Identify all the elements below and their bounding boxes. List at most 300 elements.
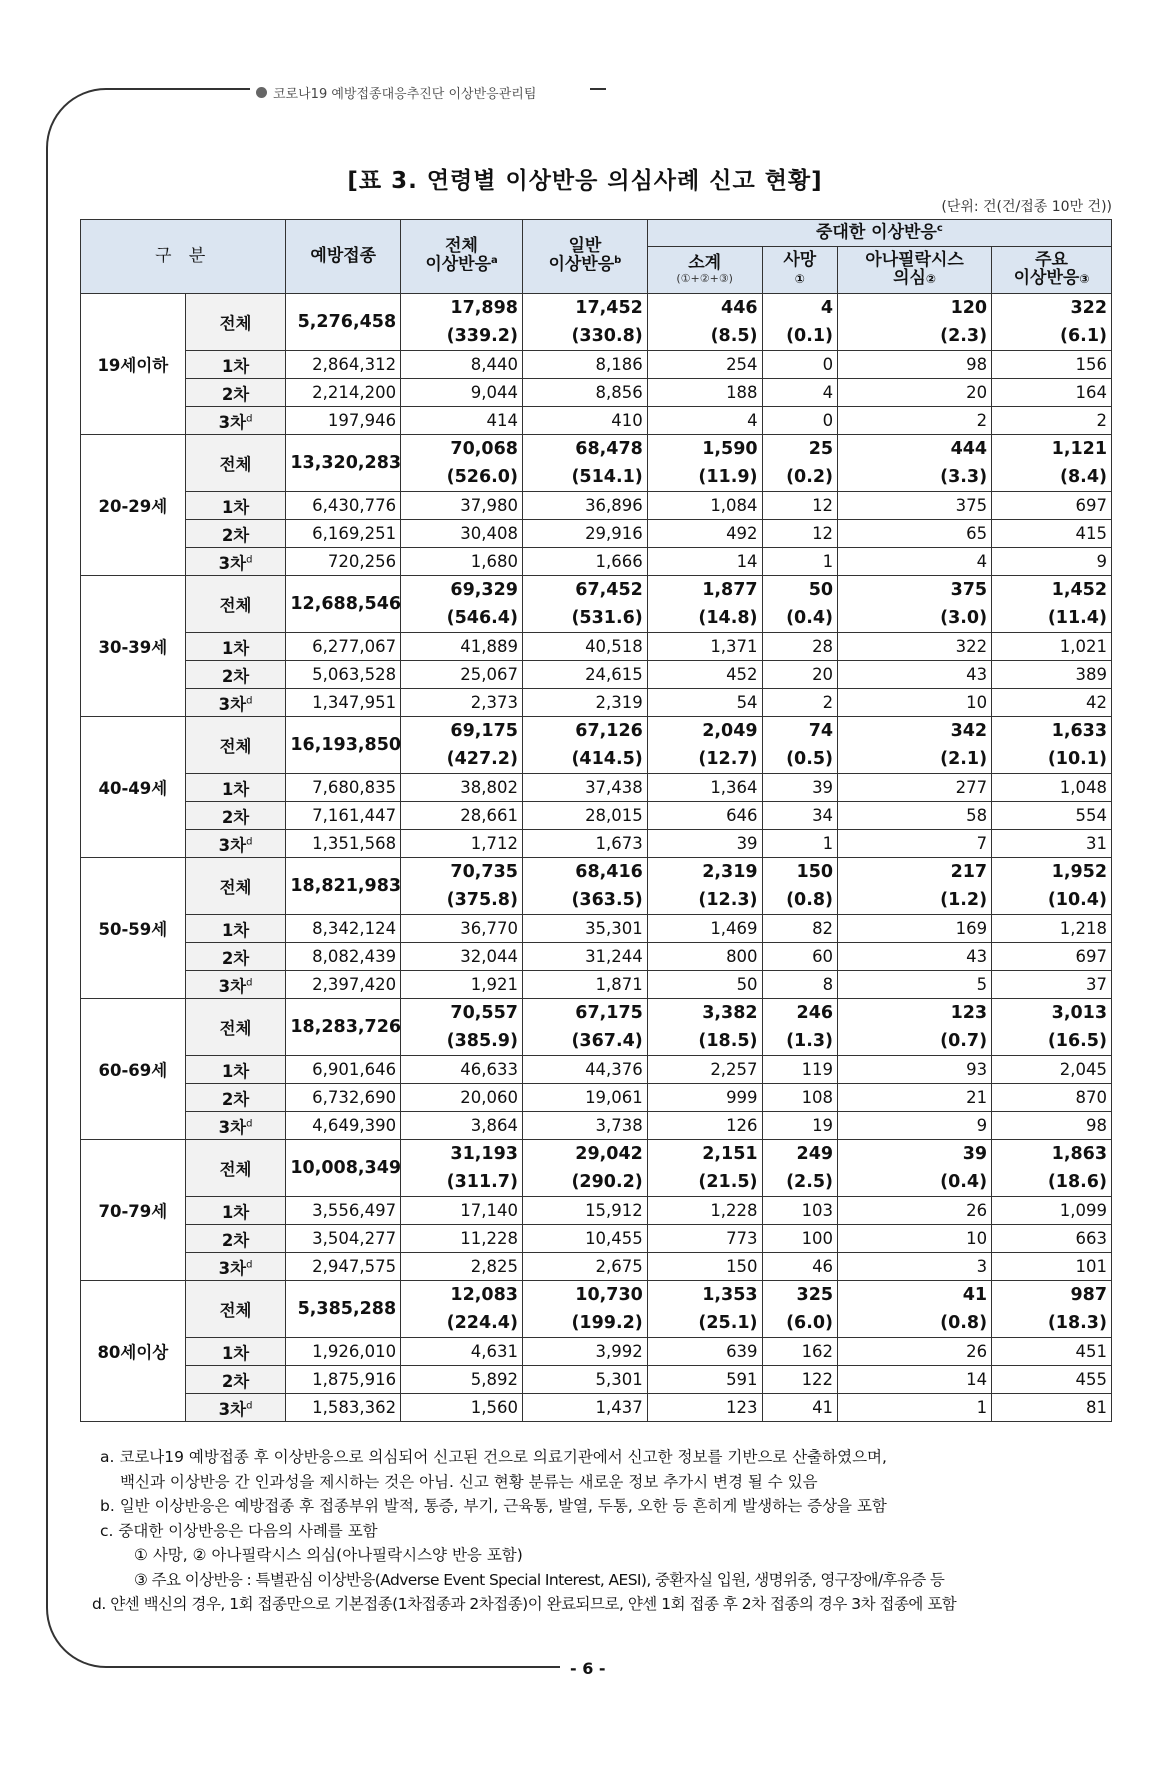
cell-vaccinations: 5,276,458 bbox=[286, 294, 401, 351]
dose-row bbox=[81, 915, 1112, 943]
table-title: [표 3. 연령별 이상반응 의심사례 신고 현황] bbox=[347, 168, 823, 194]
cell-ana: 123 (0.7) bbox=[838, 999, 992, 1056]
dose-row bbox=[81, 1056, 1112, 1084]
note-c-item2: ③ 주요 이상반응 : 특별관심 이상반응(Adverse Event Special Interest, AESI), 중환자실 입원, 생명위중, 영구장애/후유증 등 bbox=[134, 1570, 945, 1589]
cell-vaccinations: 12,688,546 bbox=[286, 576, 401, 633]
cell-ana: 58 bbox=[838, 802, 992, 830]
cell-vaccinations: 720,256 bbox=[286, 548, 401, 576]
cell-death: 246 (1.3) bbox=[762, 999, 838, 1056]
cell-death: 4 bbox=[762, 379, 838, 407]
cell-death: 4 (0.1) bbox=[762, 294, 838, 351]
cell-vaccinations: 1,347,951 bbox=[286, 689, 401, 717]
cell-gen: 15,912 bbox=[522, 1197, 647, 1225]
cell-sub: 646 bbox=[647, 802, 762, 830]
cell-ana: 9 bbox=[838, 1112, 992, 1140]
cell-ae: 69,175 (427.2) bbox=[401, 717, 523, 774]
dose-label: 1차 bbox=[185, 351, 286, 379]
dose-label: 2차 bbox=[185, 943, 286, 971]
cell-maj: 455 bbox=[992, 1366, 1112, 1394]
cell-maj: 2,045 bbox=[992, 1056, 1112, 1084]
cell-death: 108 bbox=[762, 1084, 838, 1112]
cell-death: 1 bbox=[762, 830, 838, 858]
cell-ae: 70,068 (526.0) bbox=[401, 435, 523, 492]
cell-maj: 3,013 (16.5) bbox=[992, 999, 1112, 1056]
cell-maj: 987 (18.3) bbox=[992, 1281, 1112, 1338]
cell-vaccinations: 1,875,916 bbox=[286, 1366, 401, 1394]
cell-ae: 2,825 bbox=[401, 1253, 523, 1281]
cell-death: 100 bbox=[762, 1225, 838, 1253]
cell-sub: 1,469 bbox=[647, 915, 762, 943]
cell-gen: 19,061 bbox=[522, 1084, 647, 1112]
dose-label: 1차 bbox=[185, 1338, 286, 1366]
dose-label: 3차$^d$ bbox=[185, 407, 286, 435]
dose-label: 전체 bbox=[185, 576, 286, 633]
cell-ae: 11,228 bbox=[401, 1225, 523, 1253]
dose-label: 3차$^d$ bbox=[185, 830, 286, 858]
cell-ana: 169 bbox=[838, 915, 992, 943]
group-total-row bbox=[81, 858, 1112, 915]
unit-note: (단위: 건(건/접종 10만 건)) bbox=[941, 199, 1112, 215]
group-total-row bbox=[81, 576, 1112, 633]
cell-sub: 126 bbox=[647, 1112, 762, 1140]
cell-sub: 1,590 (11.9) bbox=[647, 435, 762, 492]
cell-gen: 410 bbox=[522, 407, 647, 435]
dose-label: 3차$^d$ bbox=[185, 1112, 286, 1140]
cell-ana: 5 bbox=[838, 971, 992, 999]
cell-ae: 70,557 (385.9) bbox=[401, 999, 523, 1056]
cell-vaccinations: 13,320,283 bbox=[286, 435, 401, 492]
cell-ae: 70,735 (375.8) bbox=[401, 858, 523, 915]
page-number: - 6 - bbox=[570, 1659, 606, 1678]
cell-gen: 67,126 (414.5) bbox=[522, 717, 647, 774]
cell-ae: 31,193 (311.7) bbox=[401, 1140, 523, 1197]
cell-ae: 37,980 bbox=[401, 492, 523, 520]
bullet-dot-icon bbox=[256, 87, 267, 98]
cell-ae: 1,560 bbox=[401, 1394, 523, 1422]
cell-ana: 39 (0.4) bbox=[838, 1140, 992, 1197]
cell-maj: 663 bbox=[992, 1225, 1112, 1253]
note-b: b. 일반 이상반응은 예방접종 후 접종부위 발적, 통증, 부기, 근육통, 발열, 두통, 오한 등 흔히게 발생하는 증상을 포함 bbox=[100, 1497, 887, 1515]
cell-ae: 28,661 bbox=[401, 802, 523, 830]
cell-death: 122 bbox=[762, 1366, 838, 1394]
cell-maj: 98 bbox=[992, 1112, 1112, 1140]
dose-label: 전체 bbox=[185, 858, 286, 915]
cell-ae: 1,921 bbox=[401, 971, 523, 999]
cell-maj: 415 bbox=[992, 520, 1112, 548]
cell-vaccinations: 2,397,420 bbox=[286, 971, 401, 999]
cell-gen: 68,478 (514.1) bbox=[522, 435, 647, 492]
cell-death: 325 (6.0) bbox=[762, 1281, 838, 1338]
cell-gen: 5,301 bbox=[522, 1366, 647, 1394]
cell-ae: 69,329 (546.4) bbox=[401, 576, 523, 633]
cell-ana: 26 bbox=[838, 1197, 992, 1225]
cell-maj: 156 bbox=[992, 351, 1112, 379]
cell-sub: 2,257 bbox=[647, 1056, 762, 1084]
cell-gen: 3,992 bbox=[522, 1338, 647, 1366]
cell-death: 249 (2.5) bbox=[762, 1140, 838, 1197]
cell-maj: 554 bbox=[992, 802, 1112, 830]
cell-ana: 98 bbox=[838, 351, 992, 379]
dose-label: 전체 bbox=[185, 435, 286, 492]
dose-row bbox=[81, 633, 1112, 661]
cell-sub: 39 bbox=[647, 830, 762, 858]
cell-vaccinations: 1,583,362 bbox=[286, 1394, 401, 1422]
dose-label: 2차 bbox=[185, 802, 286, 830]
cell-ana: 65 bbox=[838, 520, 992, 548]
header-category: 구 분 bbox=[81, 220, 286, 294]
cell-ana: 43 bbox=[838, 943, 992, 971]
cell-sub: 2,049 (12.7) bbox=[647, 717, 762, 774]
cell-maj: 1,633 (10.1) bbox=[992, 717, 1112, 774]
cell-death: 34 bbox=[762, 802, 838, 830]
note-c-item1: ① 사망, ② 아나필락시스 의심(아나필락시스양 반응 포함) bbox=[134, 1546, 523, 1564]
dose-row bbox=[81, 1366, 1112, 1394]
cell-sub: 1,353 (25.1) bbox=[647, 1281, 762, 1338]
dose-row bbox=[81, 802, 1112, 830]
cell-ae: 2,373 bbox=[401, 689, 523, 717]
cell-vaccinations: 2,947,575 bbox=[286, 1253, 401, 1281]
cell-death: 8 bbox=[762, 971, 838, 999]
cell-ana: 41 (0.8) bbox=[838, 1281, 992, 1338]
age-group-label: 80세이상 bbox=[81, 1281, 186, 1422]
cell-sub: 254 bbox=[647, 351, 762, 379]
cell-maj: 1,952 (10.4) bbox=[992, 858, 1112, 915]
cell-maj: 697 bbox=[992, 492, 1112, 520]
cell-death: 19 bbox=[762, 1112, 838, 1140]
cell-ae: 12,083 (224.4) bbox=[401, 1281, 523, 1338]
cell-death: 119 bbox=[762, 1056, 838, 1084]
cell-gen: 17,452 (330.8) bbox=[522, 294, 647, 351]
cell-vaccinations: 8,342,124 bbox=[286, 915, 401, 943]
cell-maj: 164 bbox=[992, 379, 1112, 407]
cell-sub: 1,877 (14.8) bbox=[647, 576, 762, 633]
cell-sub: 1,084 bbox=[647, 492, 762, 520]
cell-vaccinations: 5,063,528 bbox=[286, 661, 401, 689]
cell-ana: 277 bbox=[838, 774, 992, 802]
dose-row bbox=[81, 1112, 1112, 1140]
cell-vaccinations: 1,351,568 bbox=[286, 830, 401, 858]
cell-ae: 20,060 bbox=[401, 1084, 523, 1112]
cell-ana: 10 bbox=[838, 689, 992, 717]
cell-vaccinations: 7,680,835 bbox=[286, 774, 401, 802]
cell-vaccinations: 1,926,010 bbox=[286, 1338, 401, 1366]
cell-gen: 44,376 bbox=[522, 1056, 647, 1084]
cell-gen: 37,438 bbox=[522, 774, 647, 802]
cell-death: 41 bbox=[762, 1394, 838, 1422]
dose-label: 2차 bbox=[185, 520, 286, 548]
age-group-label: 19세이하 bbox=[81, 294, 186, 435]
header-serious-ae: 중대한 이상반응$^c$ bbox=[647, 220, 1111, 247]
cell-gen: 1,871 bbox=[522, 971, 647, 999]
cell-ana: 322 bbox=[838, 633, 992, 661]
cell-ae: 46,633 bbox=[401, 1056, 523, 1084]
note-a-line1: a. 코로나19 예방접종 후 이상반응으로 의심되어 신고된 건으로 의료기관에서 신고한 정보를 기반으로 산출하였으며, bbox=[100, 1448, 887, 1466]
cell-sub: 1,364 bbox=[647, 774, 762, 802]
dose-label: 2차 bbox=[185, 1084, 286, 1112]
cell-death: 2 bbox=[762, 689, 838, 717]
cell-ae: 41,889 bbox=[401, 633, 523, 661]
cell-ae: 32,044 bbox=[401, 943, 523, 971]
cell-ae: 8,440 bbox=[401, 351, 523, 379]
dose-label: 2차 bbox=[185, 1225, 286, 1253]
cell-vaccinations: 6,430,776 bbox=[286, 492, 401, 520]
age-group-label: 50-59세 bbox=[81, 858, 186, 999]
cell-ae: 25,067 bbox=[401, 661, 523, 689]
dose-label: 전체 bbox=[185, 999, 286, 1056]
cell-sub: 800 bbox=[647, 943, 762, 971]
cell-gen: 29,042 (290.2) bbox=[522, 1140, 647, 1197]
cell-gen: 28,015 bbox=[522, 802, 647, 830]
cell-ae: 3,864 bbox=[401, 1112, 523, 1140]
cell-sub: 188 bbox=[647, 379, 762, 407]
cell-ana: 2 bbox=[838, 407, 992, 435]
note-c: c. 중대한 이상반응은 다음의 사례를 포함 bbox=[100, 1521, 378, 1540]
dose-label: 3차$^d$ bbox=[185, 1394, 286, 1422]
cell-gen: 8,186 bbox=[522, 351, 647, 379]
dose-row bbox=[81, 830, 1112, 858]
group-total-row bbox=[81, 999, 1112, 1056]
dose-row bbox=[81, 689, 1112, 717]
cell-sub: 2,319 (12.3) bbox=[647, 858, 762, 915]
dose-label: 1차 bbox=[185, 1197, 286, 1225]
cell-death: 50 (0.4) bbox=[762, 576, 838, 633]
cell-ae: 1,712 bbox=[401, 830, 523, 858]
cell-maj: 31 bbox=[992, 830, 1112, 858]
header-subtotal: 소계 (①+②+③) bbox=[647, 247, 762, 294]
cell-death: 25 (0.2) bbox=[762, 435, 838, 492]
header-general-ae: 일반 이상반응$^b$ bbox=[522, 220, 647, 294]
dose-label: 3차$^d$ bbox=[185, 548, 286, 576]
dose-row bbox=[81, 1225, 1112, 1253]
dose-label: 3차$^d$ bbox=[185, 1253, 286, 1281]
cell-death: 12 bbox=[762, 520, 838, 548]
dose-row bbox=[81, 1084, 1112, 1112]
dose-label: 전체 bbox=[185, 1140, 286, 1197]
cell-gen: 3,738 bbox=[522, 1112, 647, 1140]
group-total-row bbox=[81, 717, 1112, 774]
cell-death: 103 bbox=[762, 1197, 838, 1225]
cell-death: 60 bbox=[762, 943, 838, 971]
cell-maj: 1,218 bbox=[992, 915, 1112, 943]
dose-row bbox=[81, 1197, 1112, 1225]
cell-gen: 1,437 bbox=[522, 1394, 647, 1422]
cell-ana: 14 bbox=[838, 1366, 992, 1394]
age-group-label: 60-69세 bbox=[81, 999, 186, 1140]
cell-vaccinations: 6,277,067 bbox=[286, 633, 401, 661]
cell-gen: 10,455 bbox=[522, 1225, 647, 1253]
cell-death: 0 bbox=[762, 407, 838, 435]
cell-gen: 68,416 (363.5) bbox=[522, 858, 647, 915]
cell-sub: 452 bbox=[647, 661, 762, 689]
cell-sub: 1,371 bbox=[647, 633, 762, 661]
dose-row bbox=[81, 774, 1112, 802]
cell-sub: 54 bbox=[647, 689, 762, 717]
cell-sub: 492 bbox=[647, 520, 762, 548]
cell-maj: 37 bbox=[992, 971, 1112, 999]
cell-ana: 120 (2.3) bbox=[838, 294, 992, 351]
adverse-event-table bbox=[80, 219, 1112, 1422]
cell-maj: 451 bbox=[992, 1338, 1112, 1366]
cell-maj: 101 bbox=[992, 1253, 1112, 1281]
dose-label: 2차 bbox=[185, 1366, 286, 1394]
cell-gen: 2,319 bbox=[522, 689, 647, 717]
cell-sub: 14 bbox=[647, 548, 762, 576]
dose-label: 1차 bbox=[185, 492, 286, 520]
cell-gen: 10,730 (199.2) bbox=[522, 1281, 647, 1338]
cell-vaccinations: 10,008,349 bbox=[286, 1140, 401, 1197]
cell-gen: 35,301 bbox=[522, 915, 647, 943]
cell-gen: 40,518 bbox=[522, 633, 647, 661]
cell-ae: 9,044 bbox=[401, 379, 523, 407]
cell-death: 20 bbox=[762, 661, 838, 689]
dose-label: 2차 bbox=[185, 379, 286, 407]
dose-row bbox=[81, 971, 1112, 999]
cell-death: 74 (0.5) bbox=[762, 717, 838, 774]
cell-maj: 1,048 bbox=[992, 774, 1112, 802]
cell-vaccinations: 7,161,447 bbox=[286, 802, 401, 830]
table-body bbox=[81, 294, 1112, 1422]
cell-sub: 50 bbox=[647, 971, 762, 999]
cell-sub: 773 bbox=[647, 1225, 762, 1253]
dose-row bbox=[81, 1253, 1112, 1281]
cell-maj: 42 bbox=[992, 689, 1112, 717]
cell-gen: 1,666 bbox=[522, 548, 647, 576]
dose-label: 1차 bbox=[185, 633, 286, 661]
cell-sub: 123 bbox=[647, 1394, 762, 1422]
cell-death: 150 (0.8) bbox=[762, 858, 838, 915]
cell-maj: 1,452 (11.4) bbox=[992, 576, 1112, 633]
cell-ana: 444 (3.3) bbox=[838, 435, 992, 492]
cell-maj: 1,021 bbox=[992, 633, 1112, 661]
cell-gen: 67,175 (367.4) bbox=[522, 999, 647, 1056]
cell-ae: 5,892 bbox=[401, 1366, 523, 1394]
cell-sub: 3,382 (18.5) bbox=[647, 999, 762, 1056]
cell-ana: 4 bbox=[838, 548, 992, 576]
cell-ae: 414 bbox=[401, 407, 523, 435]
dose-row bbox=[81, 379, 1112, 407]
dose-row bbox=[81, 1394, 1112, 1422]
cell-ana: 3 bbox=[838, 1253, 992, 1281]
cell-death: 162 bbox=[762, 1338, 838, 1366]
cell-maj: 81 bbox=[992, 1394, 1112, 1422]
cell-vaccinations: 16,193,850 bbox=[286, 717, 401, 774]
cell-vaccinations: 3,504,277 bbox=[286, 1225, 401, 1253]
cell-ana: 26 bbox=[838, 1338, 992, 1366]
header-org: 코로나19 예방접종대응추진단 이상반응관리팀 bbox=[273, 87, 537, 102]
dose-label: 2차 bbox=[185, 661, 286, 689]
dose-row bbox=[81, 1338, 1112, 1366]
header-major-ae: 주요 이상반응③ bbox=[992, 247, 1112, 294]
cell-sub: 446 (8.5) bbox=[647, 294, 762, 351]
cell-maj: 870 bbox=[992, 1084, 1112, 1112]
group-total-row bbox=[81, 294, 1112, 351]
cell-vaccinations: 2,864,312 bbox=[286, 351, 401, 379]
cell-maj: 1,863 (18.6) bbox=[992, 1140, 1112, 1197]
cell-ana: 375 (3.0) bbox=[838, 576, 992, 633]
dose-label: 3차$^d$ bbox=[185, 689, 286, 717]
cell-vaccinations: 2,214,200 bbox=[286, 379, 401, 407]
cell-death: 28 bbox=[762, 633, 838, 661]
page-header bbox=[256, 83, 536, 102]
dose-label: 전체 bbox=[185, 1281, 286, 1338]
note-a-line2: 백신과 이상반응 간 인과성을 제시하는 것은 아님. 신고 현황 분류는 새로운 정보 추가시 변경 될 수 있음 bbox=[120, 1472, 818, 1491]
footnotes bbox=[92, 1445, 1120, 1617]
cell-maj: 1,121 (8.4) bbox=[992, 435, 1112, 492]
dose-label: 3차$^d$ bbox=[185, 971, 286, 999]
dose-label: 1차 bbox=[185, 774, 286, 802]
cell-maj: 1,099 bbox=[992, 1197, 1112, 1225]
cell-vaccinations: 18,821,983 bbox=[286, 858, 401, 915]
cell-ana: 1 bbox=[838, 1394, 992, 1422]
dose-row bbox=[81, 661, 1112, 689]
cell-gen: 8,856 bbox=[522, 379, 647, 407]
cell-gen: 31,244 bbox=[522, 943, 647, 971]
cell-ana: 43 bbox=[838, 661, 992, 689]
header-total-ae: 전체 이상반응$^a$ bbox=[401, 220, 523, 294]
cell-gen: 2,675 bbox=[522, 1253, 647, 1281]
cell-gen: 67,452 (531.6) bbox=[522, 576, 647, 633]
cell-death: 46 bbox=[762, 1253, 838, 1281]
cell-sub: 591 bbox=[647, 1366, 762, 1394]
dose-row bbox=[81, 548, 1112, 576]
age-group-label: 20-29세 bbox=[81, 435, 186, 576]
cell-sub: 1,228 bbox=[647, 1197, 762, 1225]
group-total-row bbox=[81, 1281, 1112, 1338]
cell-ana: 7 bbox=[838, 830, 992, 858]
cell-ana: 21 bbox=[838, 1084, 992, 1112]
cell-sub: 2,151 (21.5) bbox=[647, 1140, 762, 1197]
cell-ae: 36,770 bbox=[401, 915, 523, 943]
cell-ana: 375 bbox=[838, 492, 992, 520]
cell-death: 1 bbox=[762, 548, 838, 576]
age-group-label: 70-79세 bbox=[81, 1140, 186, 1281]
cell-sub: 150 bbox=[647, 1253, 762, 1281]
dose-label: 전체 bbox=[185, 717, 286, 774]
cell-death: 12 bbox=[762, 492, 838, 520]
cell-ae: 17,898 (339.2) bbox=[401, 294, 523, 351]
cell-maj: 2 bbox=[992, 407, 1112, 435]
cell-gen: 1,673 bbox=[522, 830, 647, 858]
cell-maj: 322 (6.1) bbox=[992, 294, 1112, 351]
cell-vaccinations: 4,649,390 bbox=[286, 1112, 401, 1140]
cell-ana: 93 bbox=[838, 1056, 992, 1084]
cell-vaccinations: 6,732,690 bbox=[286, 1084, 401, 1112]
cell-ana: 342 (2.1) bbox=[838, 717, 992, 774]
note-d: d. 얀센 백신의 경우, 1회 접종만으로 기본접종(1차접종과 2차접종)이 완료되므로, 얀센 1회 접종 후 2차 접종의 경우 3차 접종에 포함 bbox=[92, 1595, 957, 1613]
cell-vaccinations: 6,901,646 bbox=[286, 1056, 401, 1084]
cell-gen: 29,916 bbox=[522, 520, 647, 548]
cell-gen: 24,615 bbox=[522, 661, 647, 689]
cell-vaccinations: 8,082,439 bbox=[286, 943, 401, 971]
cell-sub: 4 bbox=[647, 407, 762, 435]
cell-ae: 30,408 bbox=[401, 520, 523, 548]
cell-maj: 389 bbox=[992, 661, 1112, 689]
dose-label: 1차 bbox=[185, 1056, 286, 1084]
cell-ae: 38,802 bbox=[401, 774, 523, 802]
age-group-label: 40-49세 bbox=[81, 717, 186, 858]
dose-row bbox=[81, 407, 1112, 435]
dose-row bbox=[81, 520, 1112, 548]
cell-vaccinations: 3,556,497 bbox=[286, 1197, 401, 1225]
header-vaccinations: 예방접종 bbox=[286, 220, 401, 294]
cell-maj: 9 bbox=[992, 548, 1112, 576]
header-death: 사망 ① bbox=[762, 247, 838, 294]
cell-gen: 36,896 bbox=[522, 492, 647, 520]
cell-vaccinations: 5,385,288 bbox=[286, 1281, 401, 1338]
age-group-label: 30-39세 bbox=[81, 576, 186, 717]
cell-death: 0 bbox=[762, 351, 838, 379]
cell-maj: 697 bbox=[992, 943, 1112, 971]
